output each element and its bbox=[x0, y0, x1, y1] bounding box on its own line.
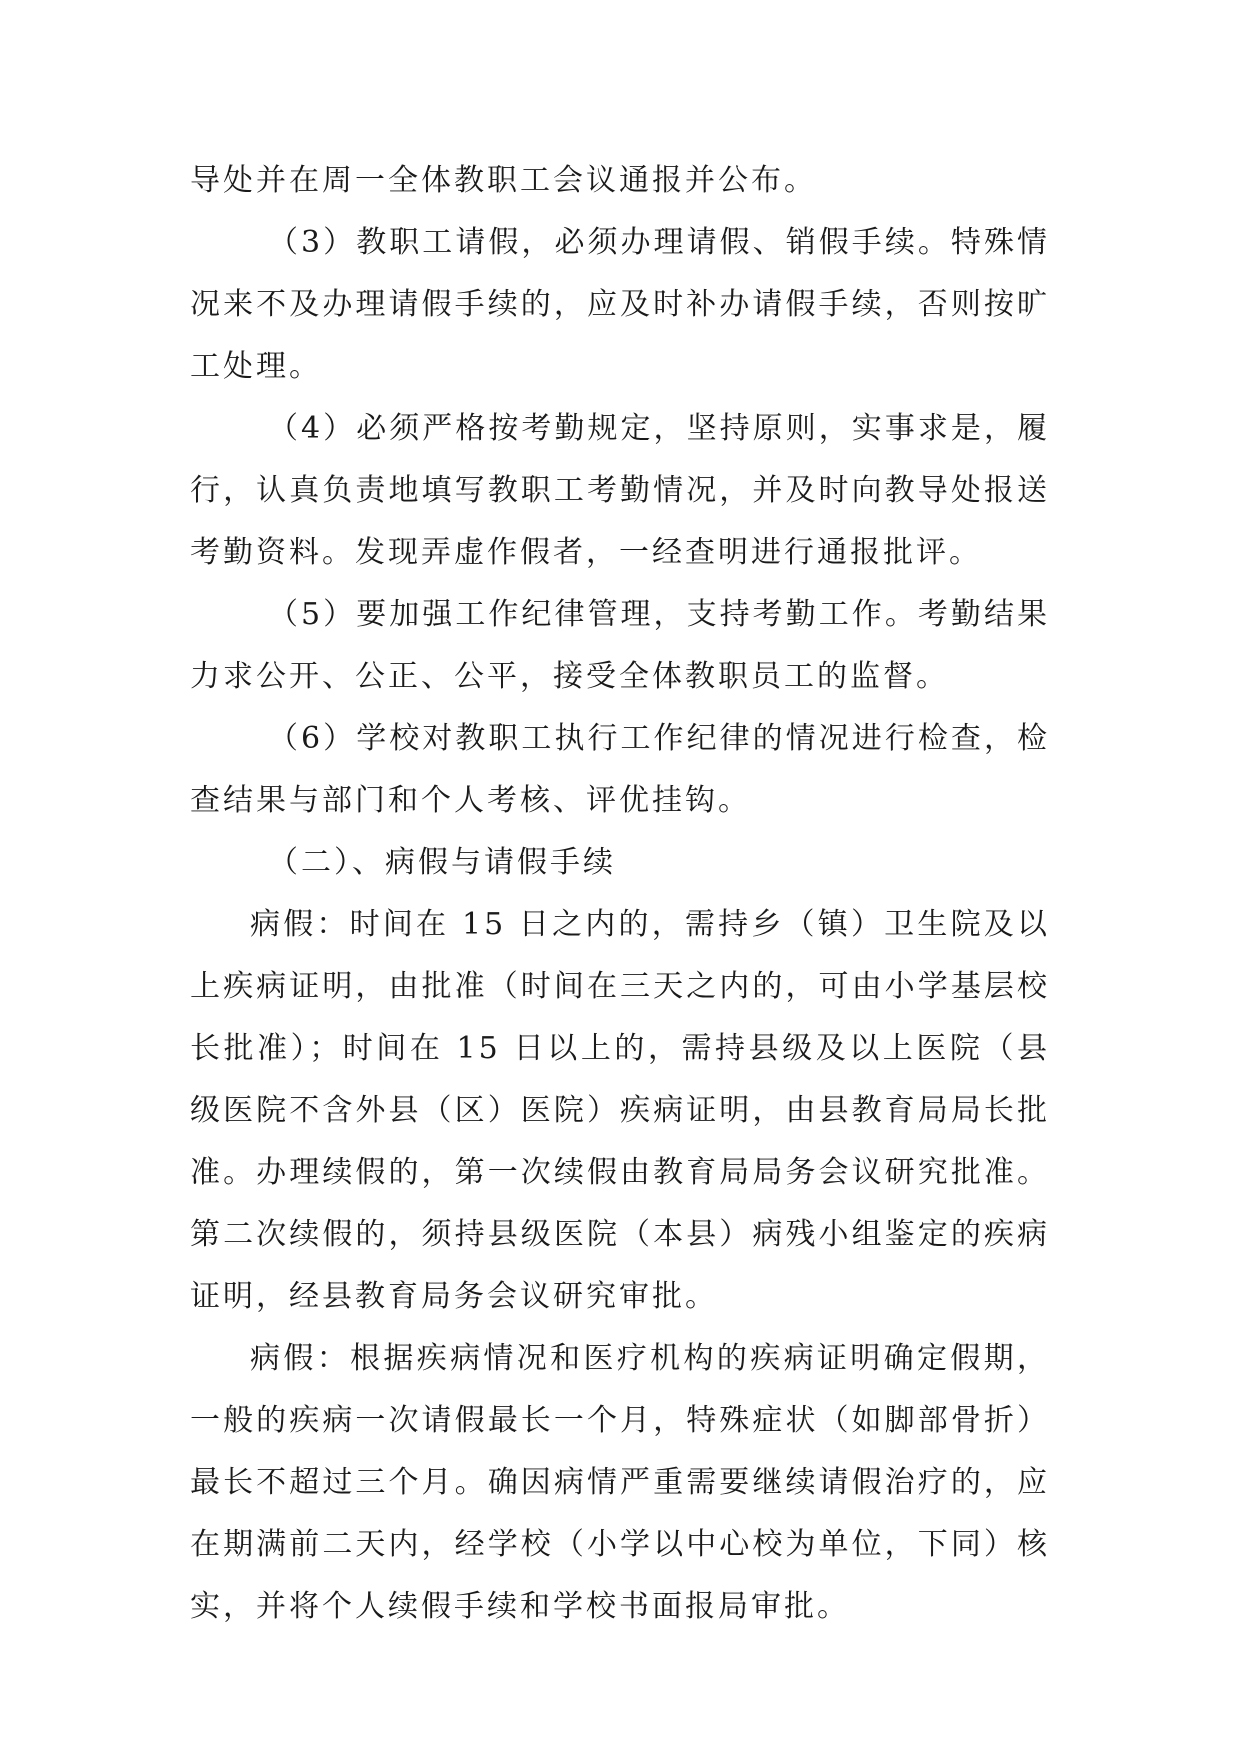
paragraph-sick-leave-2: 病假：根据疾病情况和医疗机构的疾病证明确定假期，一般的疾病一次请假最长一个月，特殊症状（如脚部骨折）最长不超过三个月。确因病情严重需要继续请假治疗的，应在期满前二天内，经学校（小学以中心校为单位，下同）核实，并将个人续假手续和学校书面报局审批。 bbox=[190, 1341, 1050, 1624]
document-body bbox=[190, 150, 1050, 1638]
paragraph-item-5: （5）要加强工作纪律管理，支持考勤工作。考勤结果力求公开、公正、公平，接受全体教职员工的监督。 bbox=[190, 597, 1050, 694]
paragraph-item-6: （6）学校对教职工执行工作纪律的情况进行检查，检查结果与部门和个人考核、评优挂钩。 bbox=[190, 721, 1050, 818]
paragraph-continuation: 导处并在周一全体教职工会议通报并公布。 bbox=[190, 163, 817, 198]
paragraph-item-3: （3）教职工请假，必须办理请假、销假手续。特殊情况来不及办理请假手续的，应及时补办请假手续，否则按旷工处理。 bbox=[190, 225, 1050, 384]
section-heading-sick-leave: （二）、病假与请假手续 bbox=[268, 845, 616, 880]
paragraph-item-4: （4）必须严格按考勤规定，坚持原则，实事求是，履行，认真负责地填写教职工考勤情况，并及时向教导处报送考勤资料。发现弄虚作假者，一经查明进行通报批评。 bbox=[190, 411, 1050, 570]
paragraph-sick-leave-1: 病假：时间在 15 日之内的，需持乡（镇）卫生院及以上疾病证明，由批准（时间在三天之内的，可由小学基层校长批准）；时间在 15 日以上的，需持县级及以上医院（县级医院不含外县（区）医院）疾病证明，由县教育局局长批准。办理续假的，第一次续假由教育局局务会议研究批准。第二次续假的，须持县级医院（本县）病残小组鉴定的疾病证明，经县教育局务会议研究审批。 bbox=[190, 907, 1050, 1314]
